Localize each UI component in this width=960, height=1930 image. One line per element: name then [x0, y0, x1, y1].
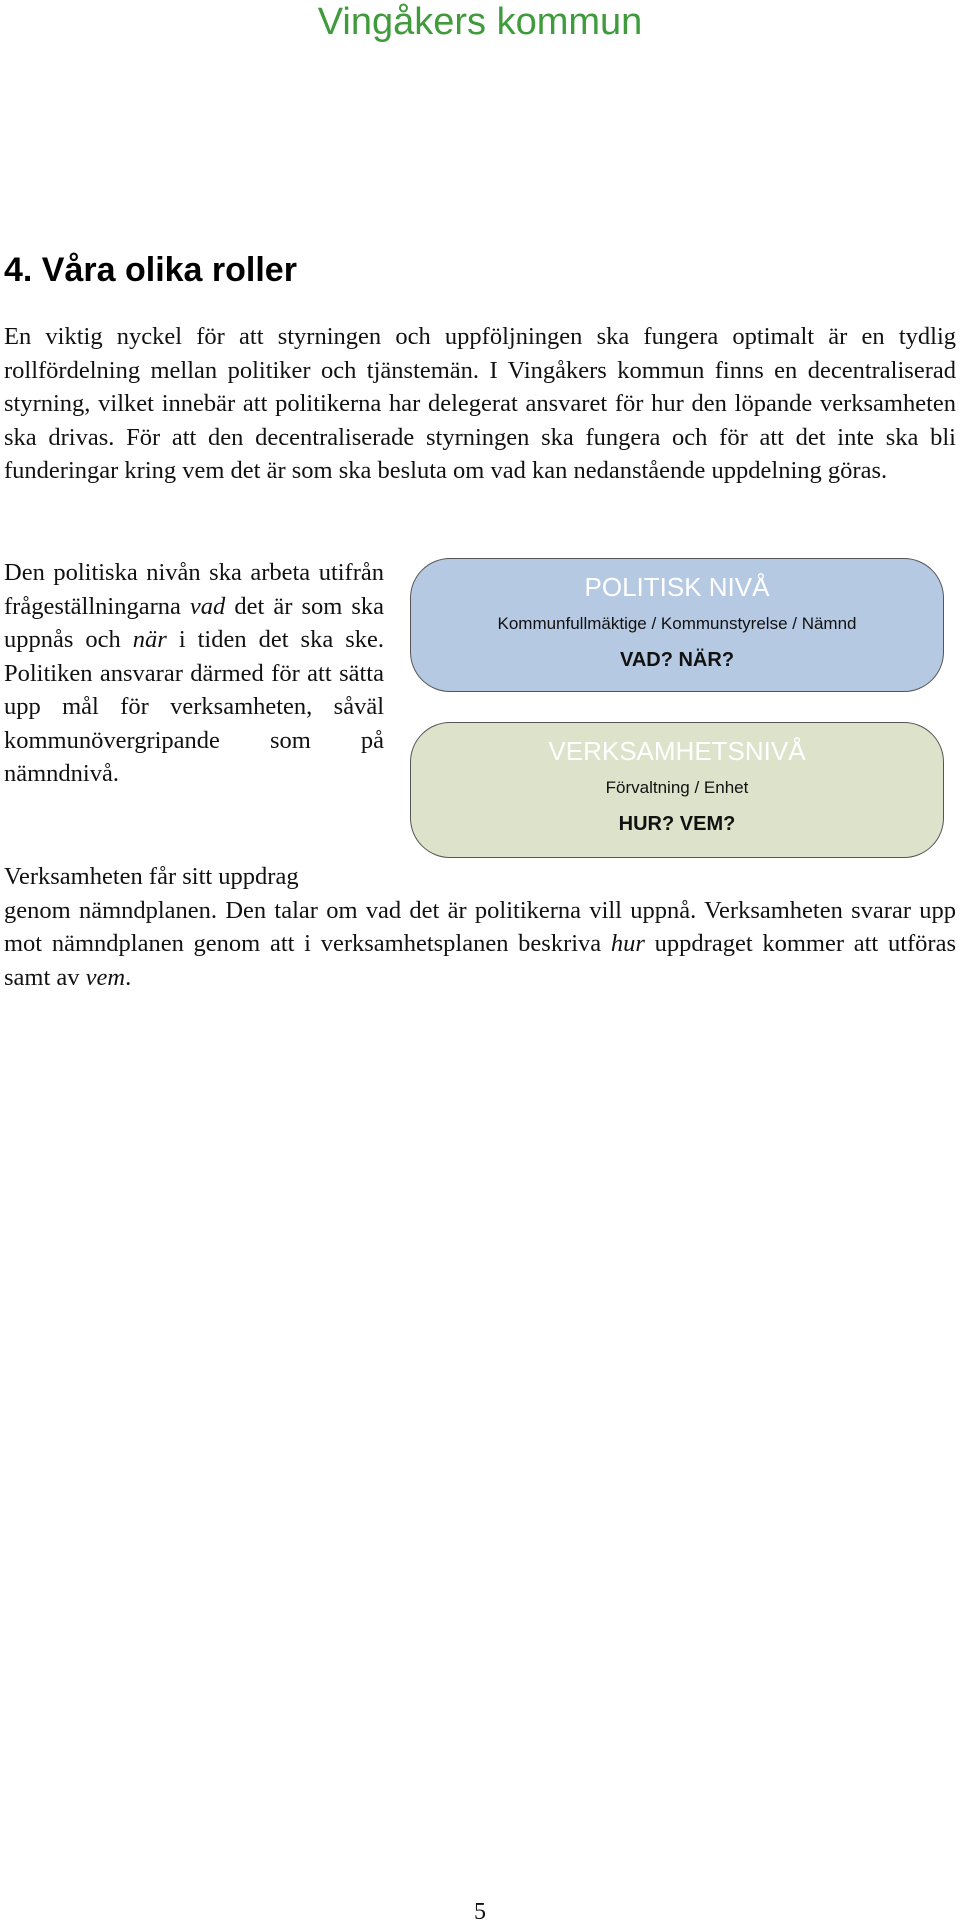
- emphasis-vem: vem: [85, 963, 126, 991]
- verksamhetsniva-questions: HUR? VEM?: [618, 813, 736, 835]
- politics-text-part2: det är som ska uppnås och: [4, 592, 384, 653]
- politisk-niva-subtitle: Kommunfullmäktige / Kommunstyrelse / Nämnd: [497, 614, 857, 633]
- operations-text-part3: .: [125, 963, 132, 991]
- politisk-niva-box: [410, 558, 944, 692]
- section-heading: 4. Våra olika roller: [4, 251, 297, 289]
- page-number: 5: [474, 1899, 486, 1925]
- operations-first-line: Verksamheten får sitt uppdrag: [4, 863, 299, 890]
- emphasis-hur: hur: [610, 930, 645, 957]
- intro-paragraph: En viktig nyckel för att styrningen och uppföljningen ska fungera optimalt är en tydlig rollfördelning mellan politiker och tjänstemän. I Vingåkers kommun finns en decentraliserad styrning, vilket innebär att politikerna har delegerat ansvaret för hur den löpande verksamheten ska drivas. För att den decentraliserade styrningen ska fungera och för att det inte ska bli funderingar kring vem det är som ska besluta om vad kan nedanstående uppdelning göras.: [4, 323, 956, 484]
- verksamhetsniva-title: VERKSAMHETSNIVÅ: [548, 736, 806, 766]
- verksamhetsniva-subtitle: Förvaltning / Enhet: [605, 778, 749, 797]
- organization-header: Vingåkers kommun: [317, 1, 643, 43]
- operations-text-part1: genom nämndplanen. Den talar om vad det är politikerna vill uppnå. Verksamheten svarar upp mot nämndplanen genom att i verksamhetsplanen beskriva: [4, 896, 956, 957]
- emphasis-vad: vad: [189, 592, 226, 620]
- operations-text-part2: uppdraget kommer att utföras samt av: [4, 930, 956, 991]
- politics-paragraph: [4, 556, 384, 791]
- politics-text-part3: i tiden det ska ske. Politiken ansvarar därmed för att sätta upp mål för verksamheten, såväl kommunövergripande som på nämndnivå.: [4, 626, 384, 787]
- emphasis-nar: när: [132, 626, 167, 653]
- politisk-niva-title: POLITISK NIVÅ: [584, 572, 770, 602]
- operations-paragraph: [4, 860, 956, 994]
- verksamhetsniva-box: [410, 722, 944, 858]
- politics-text-part1: Den politiska nivån ska arbeta utifrån frågeställningarna: [4, 559, 384, 620]
- politisk-niva-questions: VAD? NÄR?: [619, 649, 735, 671]
